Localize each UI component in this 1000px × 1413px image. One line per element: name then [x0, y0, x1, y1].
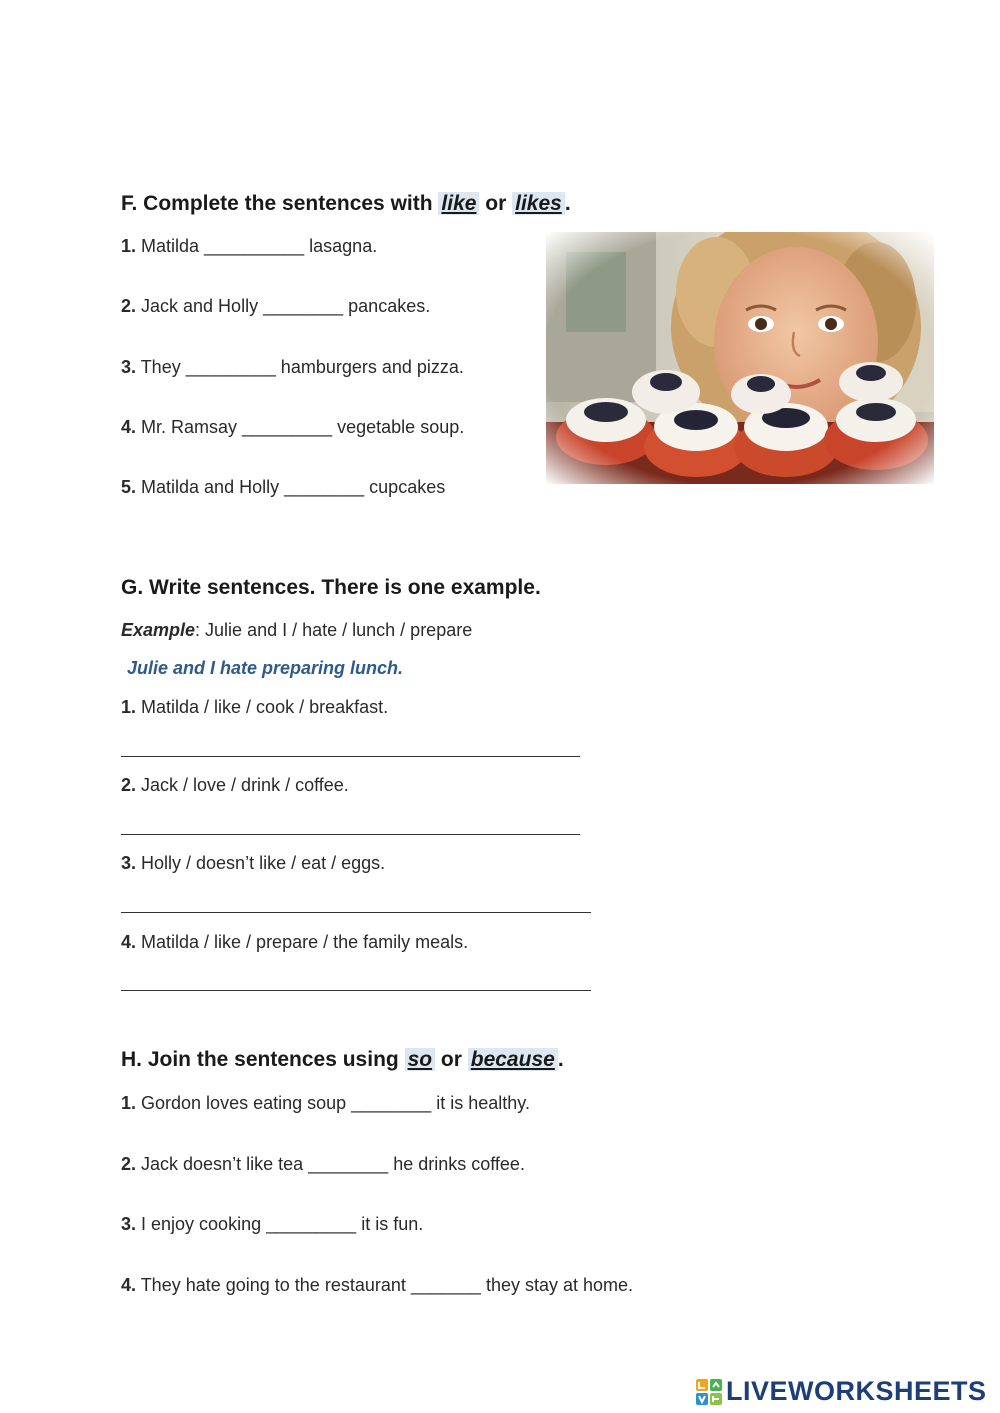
h-item-4[interactable]: 4. They hate going to the restaurant _______ they stay at home.	[121, 1275, 634, 1295]
example-line: Example: Julie and I / hate / lunch / prepare	[121, 620, 473, 640]
section-h-title: H. Join the sentences using so or because .	[121, 1048, 564, 1071]
h-item-1[interactable]: 1. Gordon loves eating soup ________ it is healthy.	[121, 1093, 530, 1113]
example-answer: Julie and I hate preparing lunch.	[127, 658, 404, 678]
f-item-2[interactable]: 2. Jack and Holly ________ pancakes.	[121, 296, 431, 316]
keyword-likes: likes	[512, 192, 565, 215]
f-item-5[interactable]: 5. Matilda and Holly ________ cupcakes	[121, 477, 446, 497]
g-answer-line-2[interactable]	[121, 834, 580, 835]
g-answer-line-4[interactable]	[121, 990, 591, 991]
liveworksheets-icon	[696, 1379, 722, 1405]
section-g-title: G. Write sentences. There is one example.	[121, 576, 541, 599]
g-answer-line-3[interactable]	[121, 912, 591, 913]
girl-cupcakes-photo	[546, 232, 934, 484]
keyword-so: so	[405, 1048, 436, 1071]
h-item-2[interactable]: 2. Jack doesn’t like tea ________ he drinks coffee.	[121, 1154, 525, 1174]
h-item-3[interactable]: 3. I enjoy cooking _________ it is fun.	[121, 1214, 424, 1234]
section-f-title: F. Complete the sentences with like or likes .	[121, 192, 571, 215]
keyword-like: like	[438, 192, 479, 215]
liveworksheets-logo: LIVEWORKSHEETS	[696, 1376, 987, 1407]
g-answer-line-1[interactable]	[121, 756, 580, 757]
keyword-because: because	[468, 1048, 558, 1071]
g-item-4: 4. Matilda / like / prepare / the family meals.	[121, 932, 469, 952]
g-item-1: 1. Matilda / like / cook / breakfast.	[121, 697, 389, 717]
f-item-3[interactable]: 3. They _________ hamburgers and pizza.	[121, 357, 464, 377]
g-item-2: 2. Jack / love / drink / coffee.	[121, 775, 349, 795]
g-item-3: 3. Holly / doesn’t like / eat / eggs.	[121, 853, 386, 873]
f-item-4[interactable]: 4. Mr. Ramsay _________ vegetable soup.	[121, 417, 465, 437]
f-item-1[interactable]: 1. Matilda __________ lasagna.	[121, 236, 378, 256]
